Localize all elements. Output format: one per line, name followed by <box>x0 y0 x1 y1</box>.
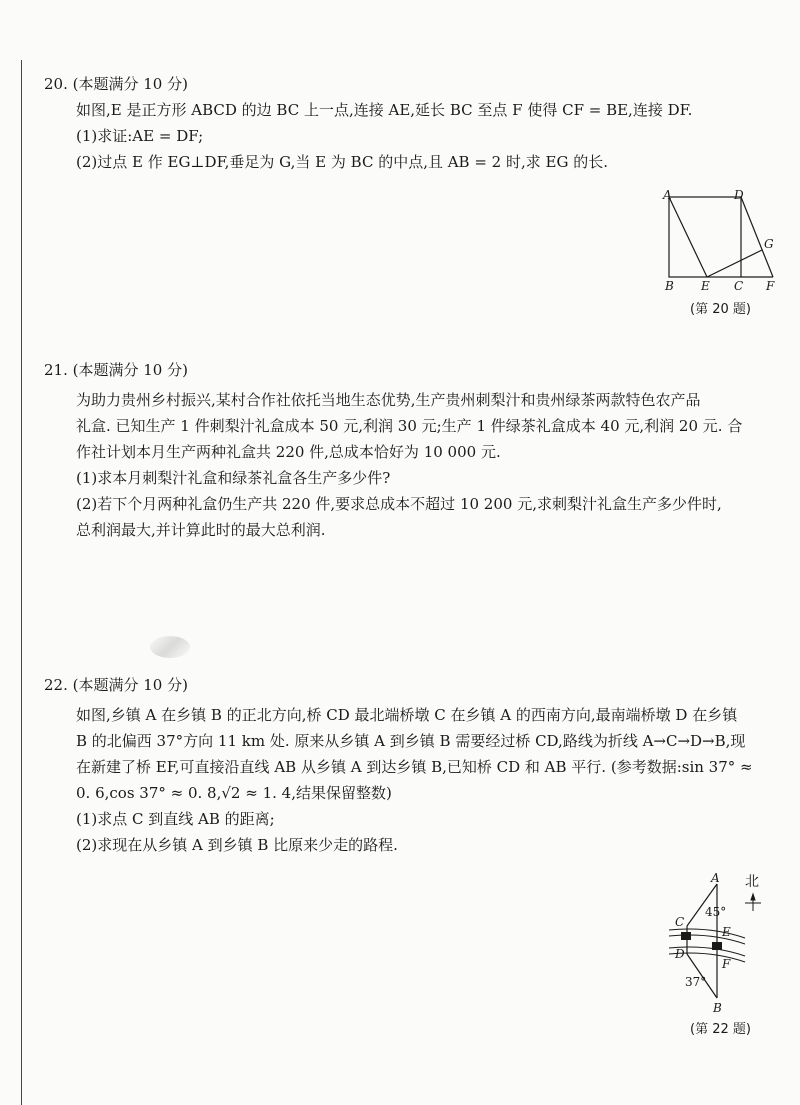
problem-22-line-3: 在新建了桥 EF,可直接沿直线 AB 从乡镇 A 到达乡镇 B,已知桥 CD 和 AB 平行. (参考数据:sin 37° ≈ <box>76 758 753 776</box>
page-margin-line <box>21 60 22 1105</box>
problem-22-line-1: 如图,乡镇 A 在乡镇 B 的正北方向,桥 CD 最北端桥墩 C 在乡镇 A 的西南方向,最南端桥墩 D 在乡镇 <box>76 706 738 724</box>
problem-21-line-1: 为助力贵州乡村振兴,某村合作社依托当地生态优势,生产贵州刺梨汁和贵州绿茶两款特色农产品 <box>76 391 701 409</box>
problem-21-line-3: 作社计划本月生产两种礼盒共 220 件,总成本恰好为 10 000 元. <box>76 443 501 461</box>
fig20-label-G: G <box>764 237 774 251</box>
problem-22 <box>44 674 800 858</box>
fig22-label-E: E <box>722 925 731 939</box>
figure-20 <box>660 188 790 293</box>
fig20-label-D: D <box>734 188 744 202</box>
problem-20-part-2: (2)过点 E 作 EG⊥DF,垂足为 G,当 E 为 BC 的中点,且 AB = 2 时,求 EG 的长. <box>76 153 609 171</box>
fig20-label-F: F <box>766 279 775 293</box>
problem-22-part-1: (1)求点 C 到直线 AB 的距离; <box>76 810 275 828</box>
problem-20-statement: 如图,E 是正方形 ABCD 的边 BC 上一点,连接 AE,延长 BC 至点 F 使得 CF = BE,连接 DF. <box>76 101 693 119</box>
fig22-angle-37: 37° <box>685 975 707 989</box>
figure-22-caption: (第 22 题) <box>690 1022 751 1037</box>
fig22-label-A: A <box>711 871 720 885</box>
fig22-label-D: D <box>675 947 685 961</box>
problem-20-title: 20. (本题满分 10 分) <box>44 75 188 93</box>
fig22-label-C: C <box>675 915 685 929</box>
problem-21-part-2-cont: 总利润最大,并计算此时的最大总利润. <box>76 521 326 539</box>
problem-22-title: 22. (本题满分 10 分) <box>44 676 188 694</box>
fig20-label-A: A <box>663 188 672 202</box>
problem-21-part-1: (1)求本月刺梨汁礼盒和绿茶礼盒各生产多少件? <box>76 469 391 487</box>
fig20-label-B: B <box>665 279 674 293</box>
problem-21-title: 21. (本题满分 10 分) <box>44 361 188 379</box>
problem-22-line-2: B 的北偏西 37°方向 11 km 处. 原来从乡镇 A 到乡镇 B 需要经过桥 CD,路线为折线 A→C→D→B,现 <box>76 732 746 750</box>
problem-20 <box>44 73 800 175</box>
fig22-angle-45: 45° <box>705 905 727 919</box>
compass-icon <box>745 894 761 911</box>
problem-22-part-2: (2)求现在从乡镇 A 到乡镇 B 比原来少走的路程. <box>76 836 398 854</box>
problem-21-line-2: 礼盒. 已知生产 1 件刺梨汁礼盒成本 50 元,利润 30 元;生产 1 件绿茶礼盒成本 40 元,利润 20 元. 合 <box>76 417 743 435</box>
problem-22-line-4: 0. 6,cos 37° ≈ 0. 8,√2 ≈ 1. 4,结果保留整数) <box>76 784 392 802</box>
problem-21 <box>44 359 800 543</box>
scan-smudge <box>150 636 190 658</box>
fig22-north-label: 北 <box>745 874 759 890</box>
fig22-label-F: F <box>722 957 731 971</box>
fig20-label-C: C <box>734 279 744 293</box>
fig20-label-E: E <box>701 279 710 293</box>
fig22-label-B: B <box>713 1001 722 1015</box>
figure-22 <box>665 868 775 1018</box>
figure-20-caption: (第 20 题) <box>690 302 751 317</box>
problem-21-part-2: (2)若下个月两种礼盒仍生产共 220 件,要求总成本不超过 10 200 元,求刺梨汁礼盒生产多少件时, <box>76 495 722 513</box>
problem-20-part-1: (1)求证:AE = DF; <box>76 127 204 145</box>
